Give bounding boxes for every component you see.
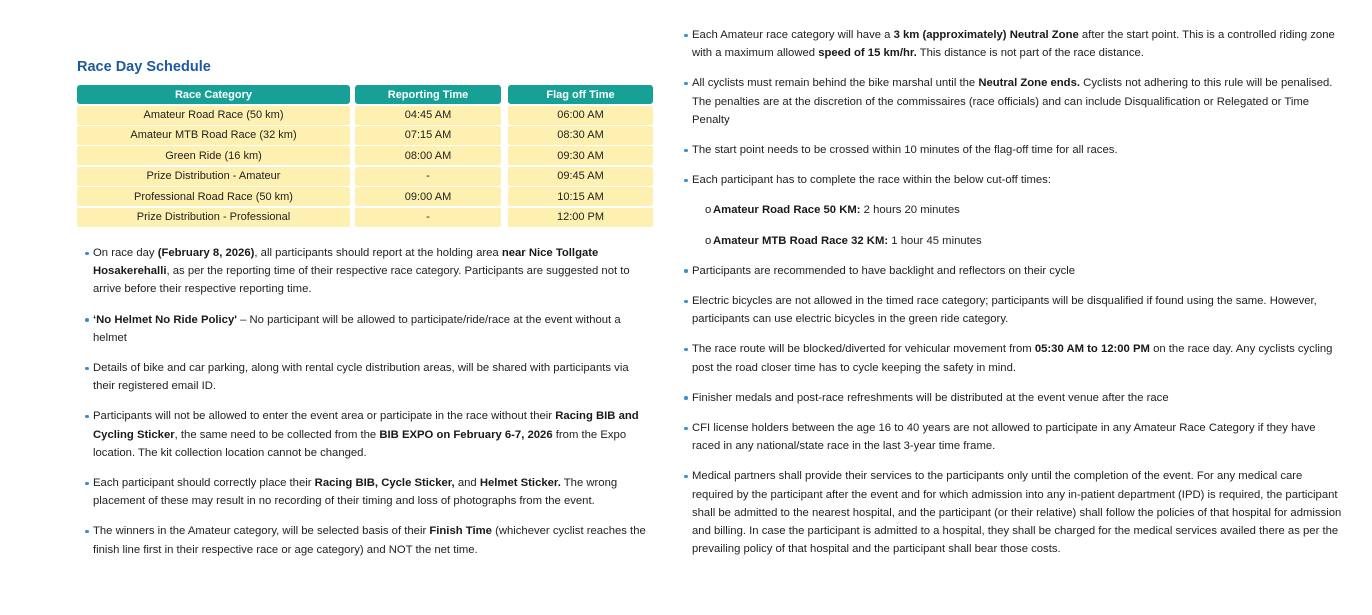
race-category-cell: Professional Road Race (50 km) xyxy=(77,187,350,206)
race-category-cell: Amateur Road Race (50 km) xyxy=(77,106,350,125)
header-reporting-time: Reporting Time xyxy=(355,85,501,104)
table-row xyxy=(77,146,653,165)
reporting-time-cell: - xyxy=(355,208,501,227)
header-flag-off-time: Flag off Time xyxy=(508,85,653,104)
reporting-time-cell: 07:15 AM xyxy=(355,126,501,145)
guideline-item-cfi-license: CFI license holders between the age 16 to 40 years are not allowed to participate in any Amateur Race Category if they have raced in any national/state race in the last 3-year time frame. xyxy=(684,419,1344,455)
reporting-time-cell: 04:45 AM xyxy=(355,106,501,125)
race-category-cell: Prize Distribution - Amateur xyxy=(77,167,350,186)
guideline-item-bib-collection: Participants will not be allowed to enter the event area or participate in the race without their Racing BIB and Cycling Sticker, the same need to be collected from the BIB EXPO on February 6-7, 2026 from the Expo location. The kit collection location cannot be changed. xyxy=(85,407,650,462)
guideline-item-electric-bicycles: Electric bicycles are not allowed in the timed race category; participants will be disqualified if found using the same. However, participants can use electric bicycles in the green ride category. xyxy=(684,292,1344,328)
reporting-time-cell: 08:00 AM xyxy=(355,146,501,165)
table-row xyxy=(77,106,653,125)
guideline-item-medals: Finisher medals and post-race refreshments will be distributed at the event venue after the race xyxy=(684,389,1344,407)
guideline-item-bike-marshal: All cyclists must remain behind the bike marshal until the Neutral Zone ends. Cyclists not adhering to this rule will be penalised. The penalties are at the discretion of the commissaires (race officials) and can include Disqualification or Relegated or Time Penalty xyxy=(684,74,1344,129)
circle-bullet-icon: o xyxy=(705,234,712,247)
guideline-item-start-point: The start point needs to be crossed within 10 minutes of the flag-off time for all races. xyxy=(684,141,1344,159)
guideline-item-bib-placement: Each participant should correctly place their Racing BIB, Cycle Sticker, and Helmet Sticker. The wrong placement of these may result in no recording of their timing and loss of photographs from the event. xyxy=(85,474,650,510)
flag-off-time-cell: 08:30 AM xyxy=(508,126,653,145)
right-guidelines-list xyxy=(684,26,1344,570)
race-category-cell: Amateur MTB Road Race (32 km) xyxy=(77,126,350,145)
table-row xyxy=(77,208,653,227)
guideline-item-parking: Details of bike and car parking, along with rental cycle distribution areas, will be shared with participants via their registered email ID. xyxy=(85,359,650,395)
guideline-item-cutoff-times: Each participant has to complete the race within the below cut-off times: xyxy=(684,171,1344,189)
guideline-item-winners: The winners in the Amateur category, will be selected basis of their Finish Time (whichever cyclist reaches the finish line first in their respective race or age category) and NOT the net time. xyxy=(85,522,650,558)
guideline-item-reflectors: Participants are recommended to have backlight and reflectors on their cycle xyxy=(684,262,1344,280)
guideline-item-reporting: On race day (February 8, 2026), all participants should report at the holding area near Nice Tollgate Hosakerehalli, as per the reporting time of their respective race category. Participants are suggested not to arrive before their respective reporting time. xyxy=(85,244,650,299)
table-header-row xyxy=(77,85,653,104)
page-title: Race Day Schedule xyxy=(77,59,211,75)
reporting-time-cell: 09:00 AM xyxy=(355,187,501,206)
flag-off-time-cell: 12:00 PM xyxy=(508,208,653,227)
cutoff-item-mtb-race: o Amateur MTB Road Race 32 KM: 1 hour 45 minutes xyxy=(684,232,1344,250)
flag-off-time-cell: 09:30 AM xyxy=(508,146,653,165)
table-row xyxy=(77,167,653,186)
circle-bullet-icon: o xyxy=(705,204,712,217)
race-category-cell: Prize Distribution - Professional xyxy=(77,208,350,227)
race-category-cell: Green Ride (16 km) xyxy=(77,146,350,165)
flag-off-time-cell: 06:00 AM xyxy=(508,106,653,125)
guideline-item-helmet: ‘No Helmet No Ride Policy' – No participant will be allowed to participate/ride/race at the event without a helmet xyxy=(85,311,650,347)
table-row xyxy=(77,126,653,145)
guideline-item-medical: Medical partners shall provide their services to the participants only until the completion of the event. For any medical care required by the participant after the event and for which admission into any in-patient department (IPD) is required, the participant shall be admitted to the nearest hospital, and the participant (or their relative) shall follow the policies of that hospital for admission and billing. In case the participant is admitted to a hospital, they shall be charged for the medical services availed there as per the prevailing policy of that hospital and the participant shall bear those costs. xyxy=(684,467,1344,558)
reporting-time-cell: - xyxy=(355,167,501,186)
race-schedule-table xyxy=(77,85,653,228)
guideline-item-road-closure: The race route will be blocked/diverted for vehicular movement from 05:30 AM to 12:00 PM on the race day. Any cyclists cycling post the road closer time has to cycle keeping the safety in mind. xyxy=(684,340,1344,376)
guideline-item-neutral-zone: Each Amateur race category will have a 3 km (approximately) Neutral Zone after the start point. This is a controlled riding zone with a maximum allowed speed of 15 km/hr. This distance is not part of the race distance. xyxy=(684,26,1344,62)
cutoff-item-road-race: o Amateur Road Race 50 KM: 2 hours 20 minutes xyxy=(684,201,1344,219)
left-guidelines-list xyxy=(85,244,650,571)
flag-off-time-cell: 10:15 AM xyxy=(508,187,653,206)
flag-off-time-cell: 09:45 AM xyxy=(508,167,653,186)
header-race-category: Race Category xyxy=(77,85,350,104)
table-row xyxy=(77,187,653,206)
